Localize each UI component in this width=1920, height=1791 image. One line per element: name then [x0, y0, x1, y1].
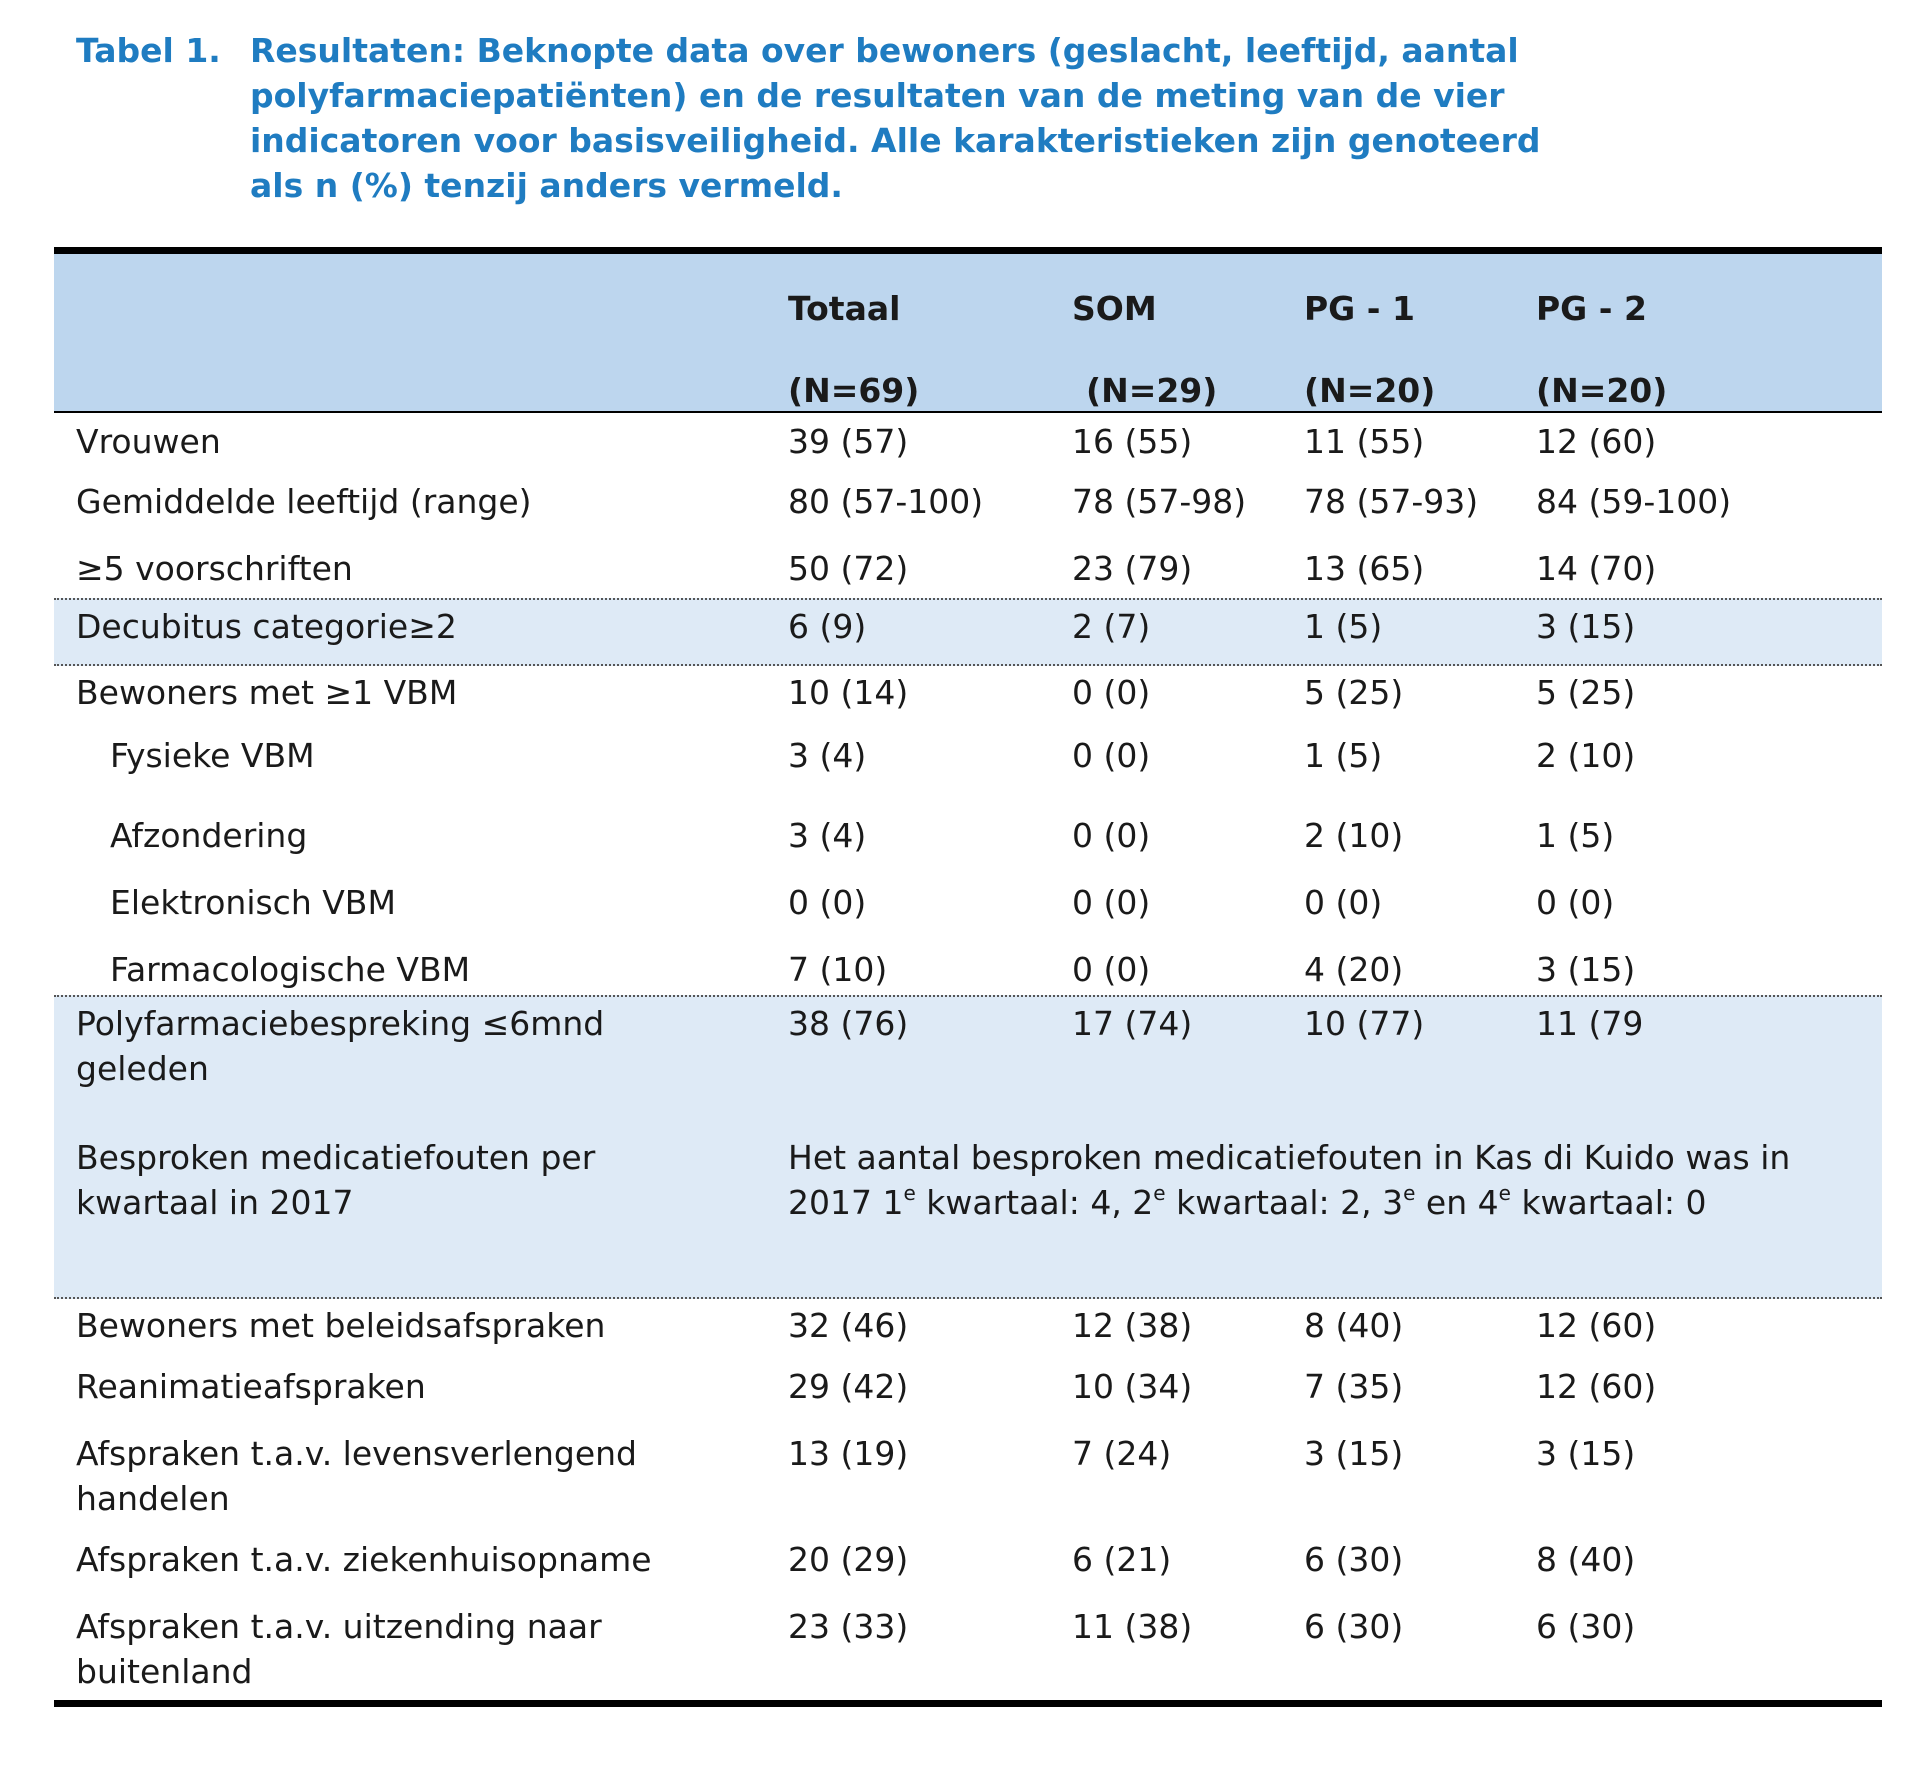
- header-col-som: [1072, 268, 1217, 432]
- cell-pg1: 6 (30): [1304, 1540, 1404, 1579]
- cell-pg1: 11 (55): [1304, 422, 1425, 461]
- cell-totaal: 50 (72): [788, 549, 909, 588]
- cell-som: 10 (34): [1072, 1367, 1193, 1406]
- cell-som: 17 (74): [1072, 1004, 1193, 1043]
- cell-som: 0 (0): [1072, 883, 1151, 922]
- header-col-n: (N=69): [788, 371, 920, 410]
- cell-som: 78 (57-98): [1072, 482, 1247, 521]
- header-col-pg2: [1536, 268, 1667, 432]
- cell-pg2: 12 (60): [1536, 1306, 1657, 1345]
- header-col-name: PG - 1: [1304, 289, 1415, 328]
- note-text: kwartaal: 0: [1510, 1183, 1707, 1222]
- header-col-name: PG - 2: [1536, 289, 1647, 328]
- table-row: [54, 733, 1882, 813]
- cell-som: 7 (24): [1072, 1434, 1172, 1473]
- cell-pg2: 5 (25): [1536, 673, 1636, 712]
- table-row: [54, 1299, 1882, 1364]
- cell-pg1: 78 (57-93): [1304, 482, 1479, 521]
- cell-pg2: 6 (30): [1536, 1607, 1636, 1646]
- cell-som: 12 (38): [1072, 1306, 1193, 1345]
- cell-totaal: 3 (4): [788, 816, 867, 855]
- cell-totaal: 39 (57): [788, 422, 909, 461]
- row-label: Bewoners met beleidsafspraken: [76, 1306, 606, 1345]
- cell-som: 2 (7): [1072, 607, 1151, 646]
- cell-som: 0 (0): [1072, 673, 1151, 712]
- cell-pg1: 13 (65): [1304, 549, 1425, 588]
- row-label: Elektronisch VBM: [110, 883, 396, 922]
- header-col-pg1: [1304, 268, 1435, 432]
- cell-totaal: 20 (29): [788, 1540, 909, 1579]
- cell-totaal: 29 (42): [788, 1367, 909, 1406]
- header-col-n: (N=20): [1304, 371, 1436, 410]
- cell-pg2: 1 (5): [1536, 816, 1615, 855]
- note-superscript: e: [1403, 1181, 1416, 1205]
- cell-pg1: 4 (20): [1304, 950, 1404, 989]
- row-label: Afspraken t.a.v. ziekenhuisopname: [76, 1540, 652, 1579]
- header-col-totaal: [788, 268, 919, 432]
- row-label: Farmacologische VBM: [110, 950, 471, 989]
- table-row: [54, 598, 1882, 666]
- cell-totaal: 32 (46): [788, 1306, 909, 1345]
- table-top-rule: [54, 247, 1882, 254]
- cell-pg2: 11 (79: [1536, 1004, 1644, 1043]
- caption-label: Tabel 1.: [76, 31, 221, 70]
- table-row: [54, 479, 1882, 546]
- table-row: [54, 1364, 1882, 1431]
- cell-pg2: 12 (60): [1536, 1367, 1657, 1406]
- row-label: Decubitus categorie≥2: [76, 607, 457, 646]
- cell-pg1: 7 (35): [1304, 1367, 1404, 1406]
- cell-totaal: 38 (76): [788, 1004, 909, 1043]
- medication-section: [54, 995, 1882, 1299]
- cell-pg2: 8 (40): [1536, 1540, 1636, 1579]
- table-row: [54, 666, 1882, 733]
- cell-totaal: 10 (14): [788, 673, 909, 712]
- header-col-name: Totaal: [788, 289, 901, 328]
- table-row: [54, 1604, 1882, 1700]
- row-label: Vrouwen: [76, 422, 221, 461]
- note-superscript: e: [1498, 1181, 1511, 1205]
- row-label: Reanimatieafspraken: [76, 1367, 426, 1406]
- row-label: Polyfarmaciebespreking ≤6mnd geleden: [76, 1004, 605, 1088]
- row-label: Gemiddelde leeftijd (range): [76, 482, 532, 521]
- note-superscript: e: [1153, 1181, 1166, 1205]
- table-row: [54, 413, 1882, 479]
- cell-pg1: 5 (25): [1304, 673, 1404, 712]
- results-table: [54, 247, 1882, 1707]
- cell-pg1: 0 (0): [1304, 883, 1383, 922]
- cell-som: 11 (38): [1072, 1607, 1193, 1646]
- table-caption: [76, 28, 1576, 208]
- cell-som: 6 (21): [1072, 1540, 1172, 1579]
- cell-pg1: 1 (5): [1304, 607, 1383, 646]
- medication-errors-note: [788, 1135, 1868, 1225]
- cell-totaal: 7 (10): [788, 950, 888, 989]
- row-label: ≥5 voorschriften: [76, 549, 353, 588]
- cell-totaal: 3 (4): [788, 736, 867, 775]
- row-label: Besproken medicatiefouten per kwartaal in 2017: [76, 1138, 596, 1222]
- cell-pg2: 14 (70): [1536, 549, 1657, 588]
- cell-som: 0 (0): [1072, 736, 1151, 775]
- cell-pg1: 6 (30): [1304, 1607, 1404, 1646]
- cell-totaal: 13 (19): [788, 1434, 909, 1473]
- cell-pg1: 8 (40): [1304, 1306, 1404, 1345]
- cell-pg2: 0 (0): [1536, 883, 1615, 922]
- cell-som: 0 (0): [1072, 950, 1151, 989]
- cell-totaal: 6 (9): [788, 607, 867, 646]
- header-col-n: (N=29): [1086, 371, 1218, 410]
- note-text: Het aantal besproken medicatiefouten in Kas di Kuido was in 2017 1: [788, 1138, 1791, 1222]
- note-superscript: e: [903, 1181, 916, 1205]
- cell-pg2: 3 (15): [1536, 1434, 1636, 1473]
- table-header: [54, 254, 1882, 413]
- table-row: [54, 1135, 1882, 1285]
- row-label: Fysieke VBM: [110, 736, 315, 775]
- caption-text: Resultaten: Beknopte data over bewoners (geslacht, leeftijd, aantal polyfarmaciepatiënten) en de resultaten van de meting van de vier indicatoren voor basisveiligheid. Alle karakteristieken zijn genoteerd als n (%) tenzij anders vermeld.: [250, 31, 1541, 205]
- table-row: [54, 813, 1882, 880]
- cell-pg2: 3 (15): [1536, 607, 1636, 646]
- cell-pg1: 2 (10): [1304, 816, 1404, 855]
- row-label: Afspraken t.a.v. uitzending naar buitenland: [76, 1607, 602, 1691]
- table-row: [54, 947, 1882, 995]
- table-row: [54, 546, 1882, 598]
- cell-som: 0 (0): [1072, 816, 1151, 855]
- row-label: Afzondering: [110, 816, 308, 855]
- table-row: [54, 1537, 1882, 1604]
- cell-pg2: 2 (10): [1536, 736, 1636, 775]
- cell-pg2: 12 (60): [1536, 422, 1657, 461]
- cell-pg1: 1 (5): [1304, 736, 1383, 775]
- cell-totaal: 80 (57-100): [788, 482, 984, 521]
- header-col-n: (N=20): [1536, 371, 1668, 410]
- cell-som: 23 (79): [1072, 549, 1193, 588]
- table-bottom-rule: [54, 1700, 1882, 1707]
- cell-som: 16 (55): [1072, 422, 1193, 461]
- table-row: [54, 997, 1882, 1135]
- cell-pg1: 10 (77): [1304, 1004, 1425, 1043]
- cell-pg1: 3 (15): [1304, 1434, 1404, 1473]
- note-text: kwartaal: 2, 3: [1165, 1183, 1404, 1222]
- note-text: en 4: [1415, 1183, 1499, 1222]
- table-row: [54, 1431, 1882, 1537]
- row-label: Afspraken t.a.v. levensverlengend handelen: [76, 1434, 637, 1518]
- row-label: Bewoners met ≥1 VBM: [76, 673, 458, 712]
- cell-totaal: 0 (0): [788, 883, 867, 922]
- cell-pg2: 84 (59-100): [1536, 482, 1732, 521]
- cell-pg2: 3 (15): [1536, 950, 1636, 989]
- note-text: kwartaal: 4, 2: [915, 1183, 1154, 1222]
- table-row: [54, 880, 1882, 947]
- cell-totaal: 23 (33): [788, 1607, 909, 1646]
- header-col-name: SOM: [1072, 289, 1157, 328]
